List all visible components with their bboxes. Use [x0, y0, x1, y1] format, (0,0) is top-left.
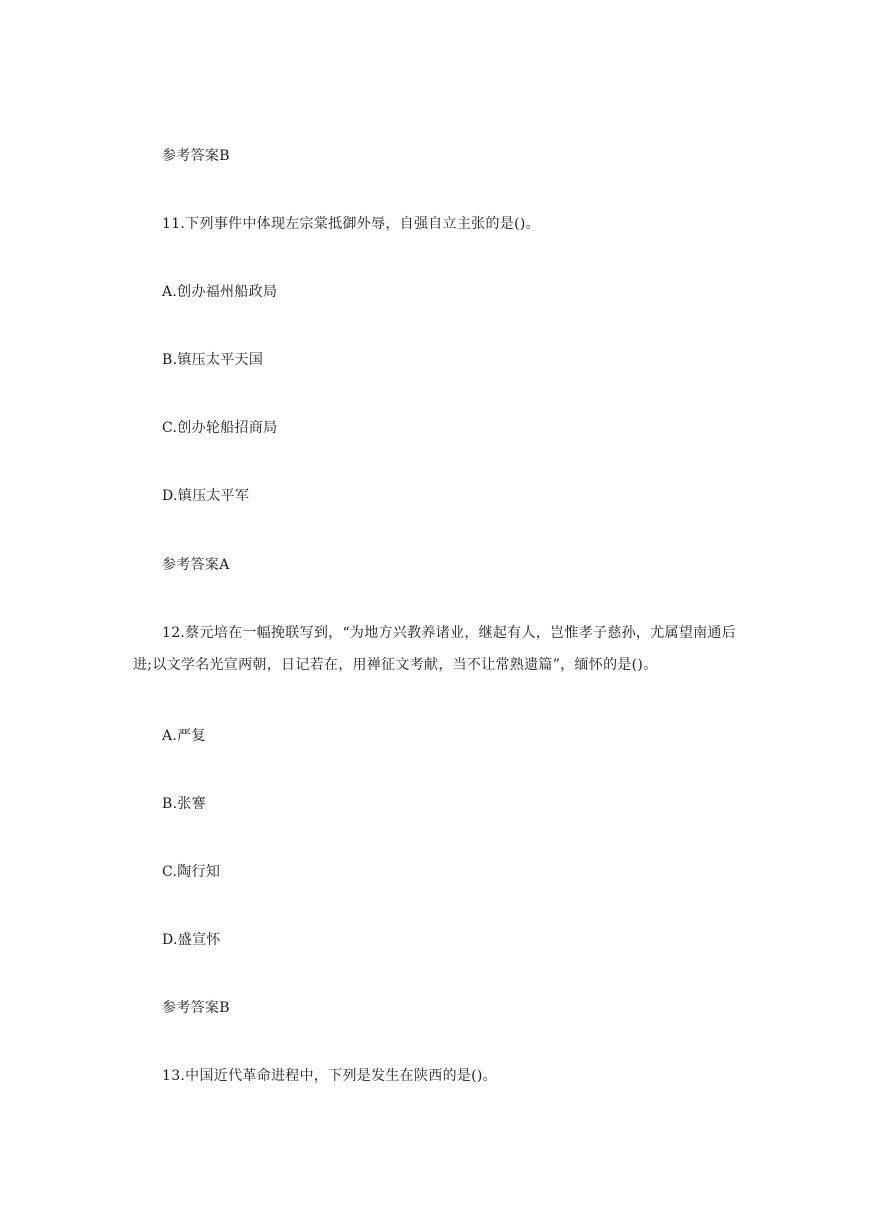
option-12-d: D.盛宣怀	[162, 932, 221, 948]
answer-key-10: 参考答案B	[162, 148, 230, 164]
option-11-c: C.创办轮船招商局	[162, 420, 278, 436]
option-11-b: B.镇压太平天国	[162, 352, 264, 368]
option-12-b: B.张謇	[162, 796, 206, 812]
option-11-d: D.镇压太平军	[162, 488, 250, 504]
option-11-a: A.创办福州船政局	[162, 284, 278, 300]
question-12: 12.蔡元培在一幅挽联写到，“为地方兴教养诸业，继起有人，岂惟孝子慈孙，尤属望南通后进;以文学名光宣两朝，日记若在，用禅征文考献，当不让常熟遗篇”，缅怀的是()。	[133, 625, 737, 673]
answer-key-12: 参考答案B	[162, 1000, 230, 1016]
question-11: 11.下列事件中体现左宗棠抵御外辱，自强自立主张的是()。	[162, 216, 540, 232]
question-13: 13.中国近代革命进程中，下列是发生在陕西的是()。	[162, 1068, 497, 1084]
option-12-c: C.陶行知	[162, 864, 221, 880]
answer-key-11: 参考答案A	[162, 557, 230, 573]
option-12-a: A.严复	[162, 728, 206, 744]
